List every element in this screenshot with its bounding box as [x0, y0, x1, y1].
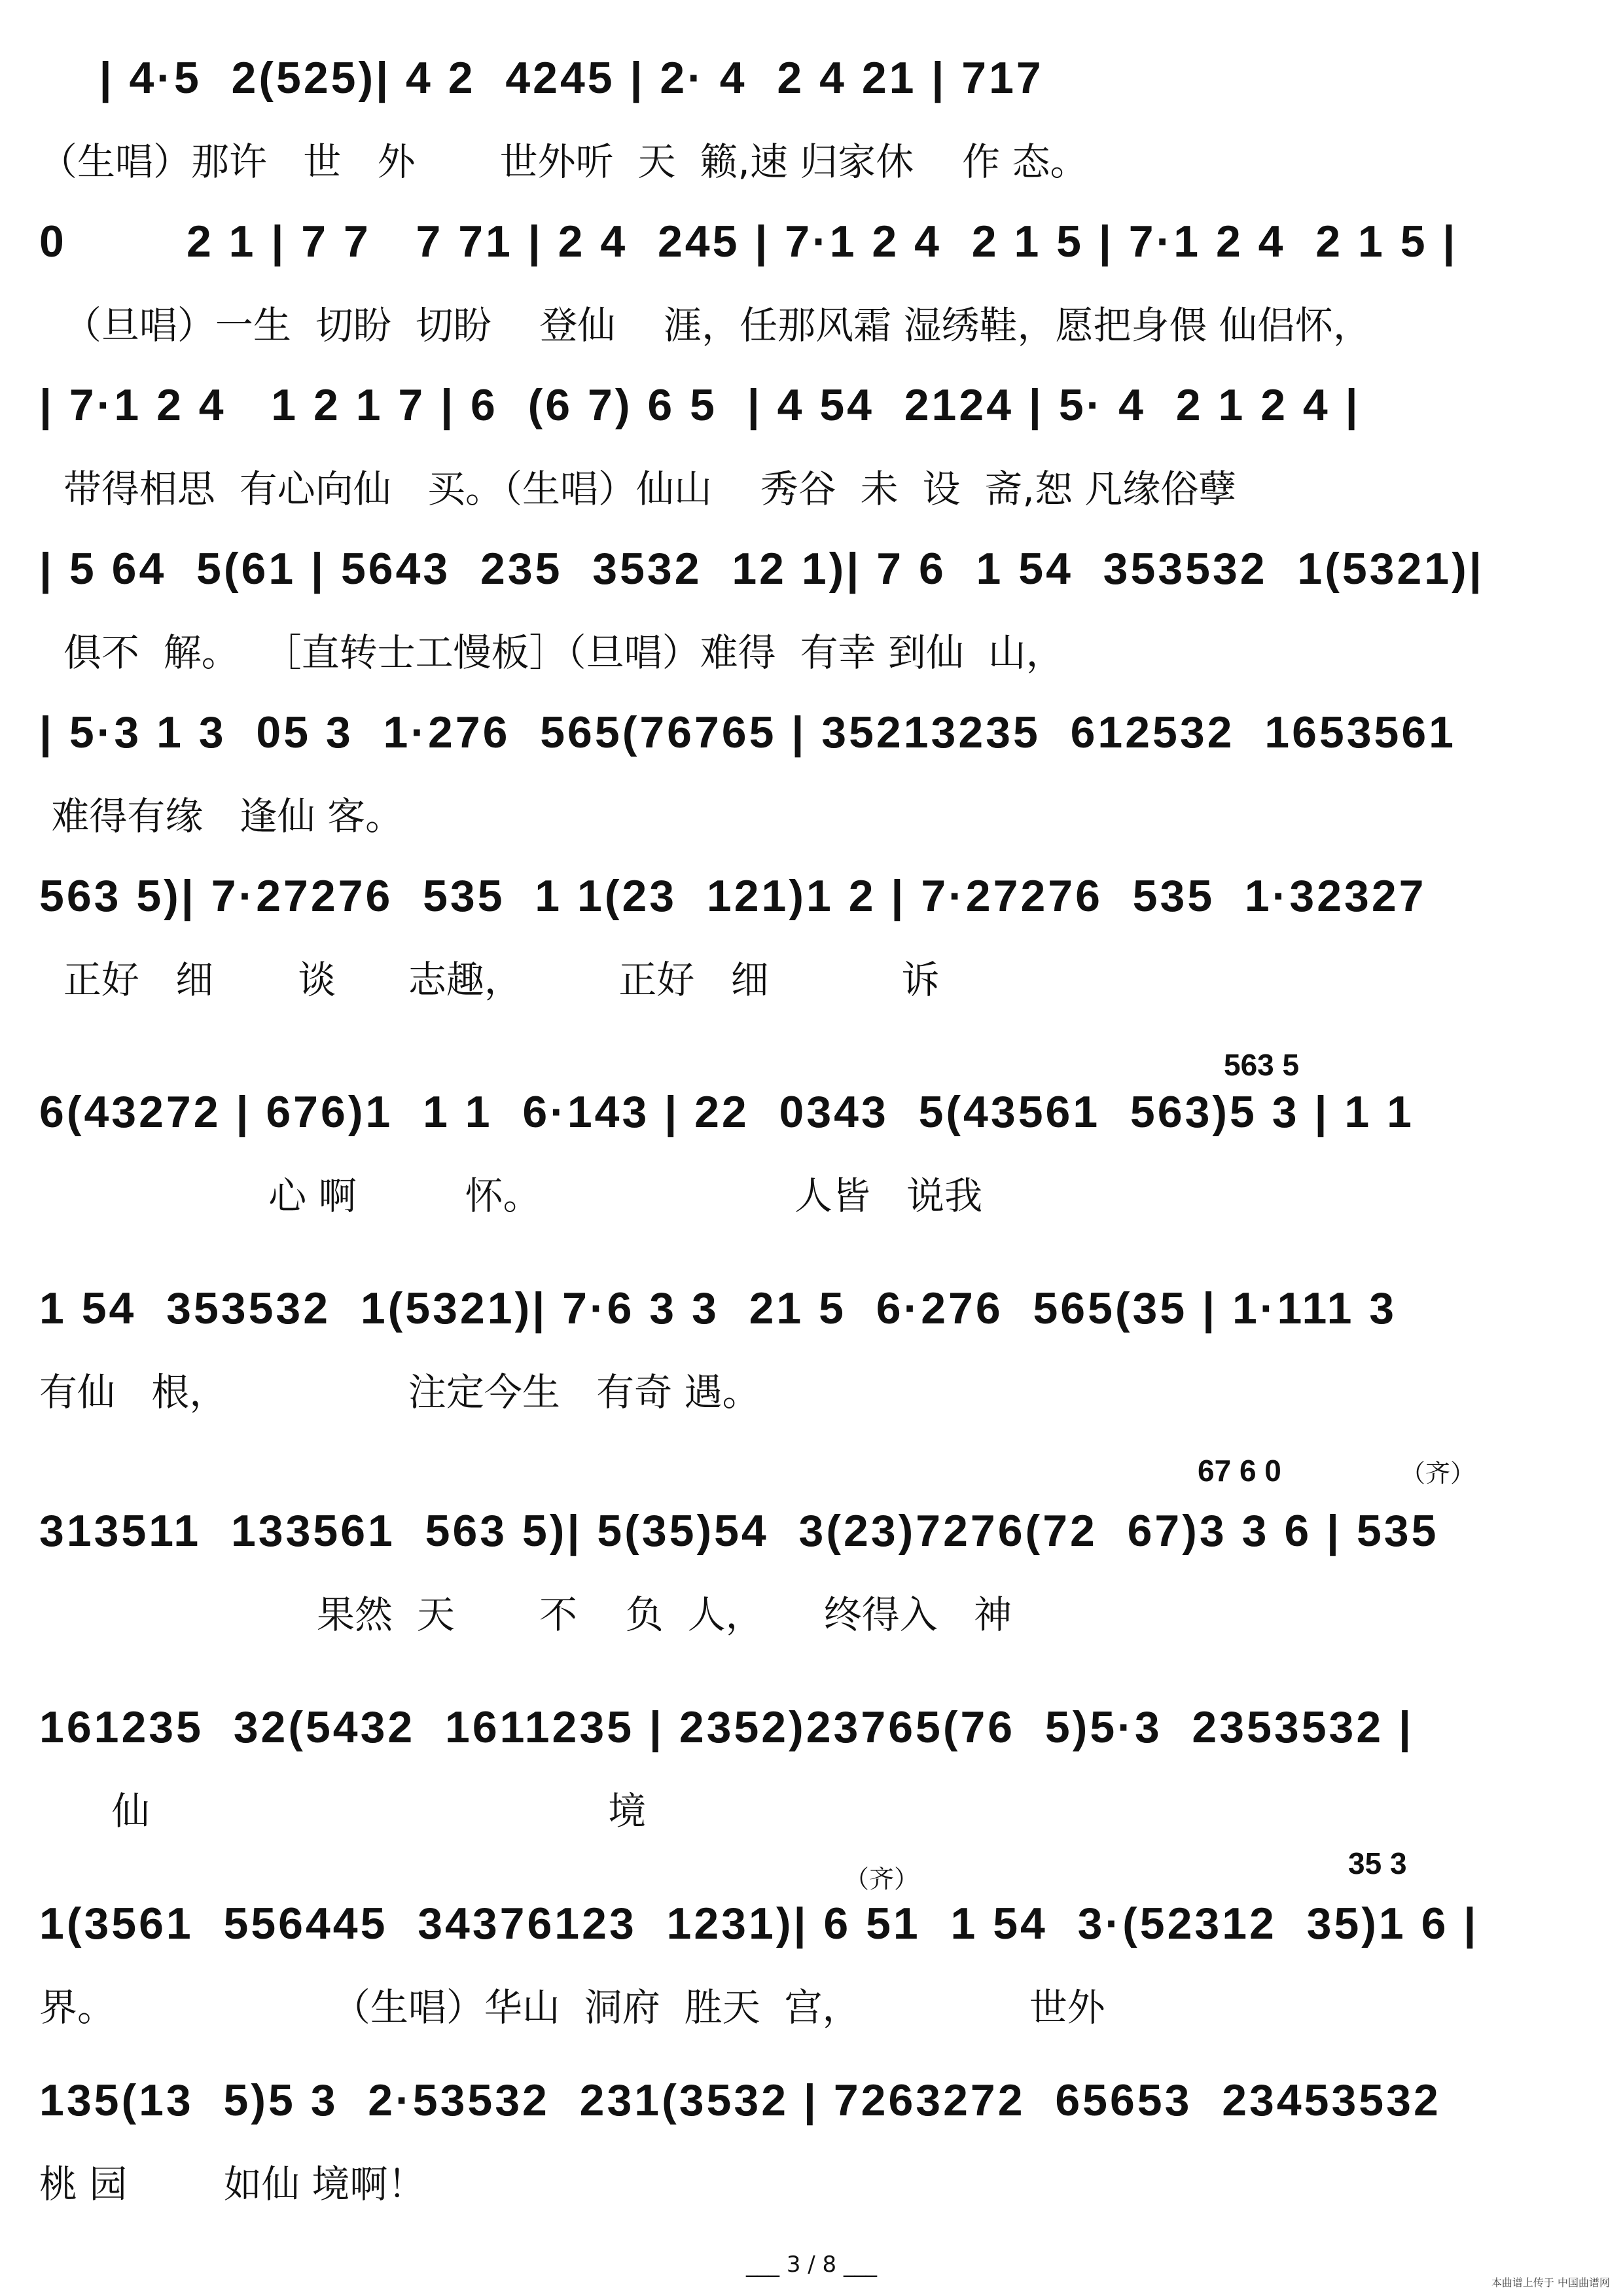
lyrics-line: 心 啊 怀。 人皆 说我	[39, 1174, 983, 1218]
annotation-above: 563 5	[1224, 1048, 1300, 1082]
notation-line: 6(43272 | 676)1 1 1 6·143 | 22 0343 5(43561 563)5 3 | 1 1	[39, 1087, 1414, 1137]
notation-line: 135(13 5)5 3 2·53532 231(3532 | 7263272 65653 23453532	[39, 2075, 1441, 2125]
lyrics-line: 桃 园 如仙 境啊！	[39, 2162, 426, 2206]
notation-line: 0 2 1 | 7 7 7 71 | 2 4 245 | 7·1 2 4 2 1 5 | 7·1 2 4 2 1 5 |	[39, 217, 1458, 266]
annotation-qi: （齐）	[844, 1866, 919, 1893]
lyrics-line: 界。 （生唱）华山 洞府 胜天 宫， 世外	[39, 1985, 1105, 2030]
notation-line: | 5 64 5(61 | 5643 235 3532 12 1)| 7 6 1 54 353532 1(5321)|	[39, 544, 1484, 594]
lyrics-line: 正好 细 谈 志趣， 正好 细 诉	[39, 958, 940, 1002]
lyrics-line: 难得有缘 逢仙 客。	[39, 794, 404, 838]
lyrics-line: 带得相思 有心向仙 买。（生唱）仙山 秀谷 未 设 斋,恕 凡缘俗孽	[39, 467, 1237, 511]
lyrics-line: 有仙 根， 注定今生 有奇 遇。	[39, 1370, 760, 1414]
lyrics-line: 仙 境	[39, 1789, 647, 1833]
notation-line: 161235 32(5432 1611235 | 2352)23765(76 5)5·3 2353532 |	[39, 1702, 1414, 1752]
notation-line: | 5·3 1 3 05 3 1·276 565(76765 | 35213235 612532 1653561	[39, 708, 1456, 757]
notation-line: | 7·1 2 4 1 2 1 7 | 6 (6 7) 6 5 | 4 54 2124 | 5· 4 2 1 2 4 |	[39, 380, 1361, 430]
notation-line: | 4·5 2(525)| 4 2 4245 | 2· 4 2 4 21 | 717	[39, 53, 1044, 103]
annotation-qi: （齐）	[1400, 1460, 1476, 1488]
lyrics-line: （旦唱）一生 切盼 切盼 登仙 涯，任那风霜 湿绣鞋，愿把身偎 仙侣怀，	[39, 303, 1371, 348]
annotation-above: 35 3	[1348, 1846, 1407, 1880]
page-number: ___ 3 / 8 ___	[746, 2251, 877, 2278]
lyrics-line: （生唱）那许 世 外 世外听 天 籁,速 归家休 作 态。	[39, 139, 1088, 184]
lyrics-line: 果然 天 不 负 人， 终得入 神	[39, 1592, 1012, 1637]
notation-line: 1(3561 556445 34376123 1231)| 6 51 1 54 3·(52312 35)1 6 |	[39, 1899, 1479, 1948]
annotation-above: 67 6 0	[1198, 1454, 1281, 1488]
notation-line: 313511 133561 563 5)| 5(35)54 3(23)7276(72 67)3 3 6 | 535	[39, 1506, 1439, 1556]
watermark: 本曲谱上传于 中国曲谱网	[1491, 2276, 1610, 2289]
notation-line: 1 54 353532 1(5321)| 7·6 3 3 21 5 6·276 565(35 | 1·111 3	[39, 1283, 1397, 1333]
notation-line: 563 5)| 7·27276 535 1 1(23 121)1 2 | 7·27276 535 1·32327	[39, 871, 1427, 921]
lyrics-line: 俱不 解。 ［直转士工慢板］（旦唱）难得 有幸 到仙 山，	[39, 630, 1064, 675]
